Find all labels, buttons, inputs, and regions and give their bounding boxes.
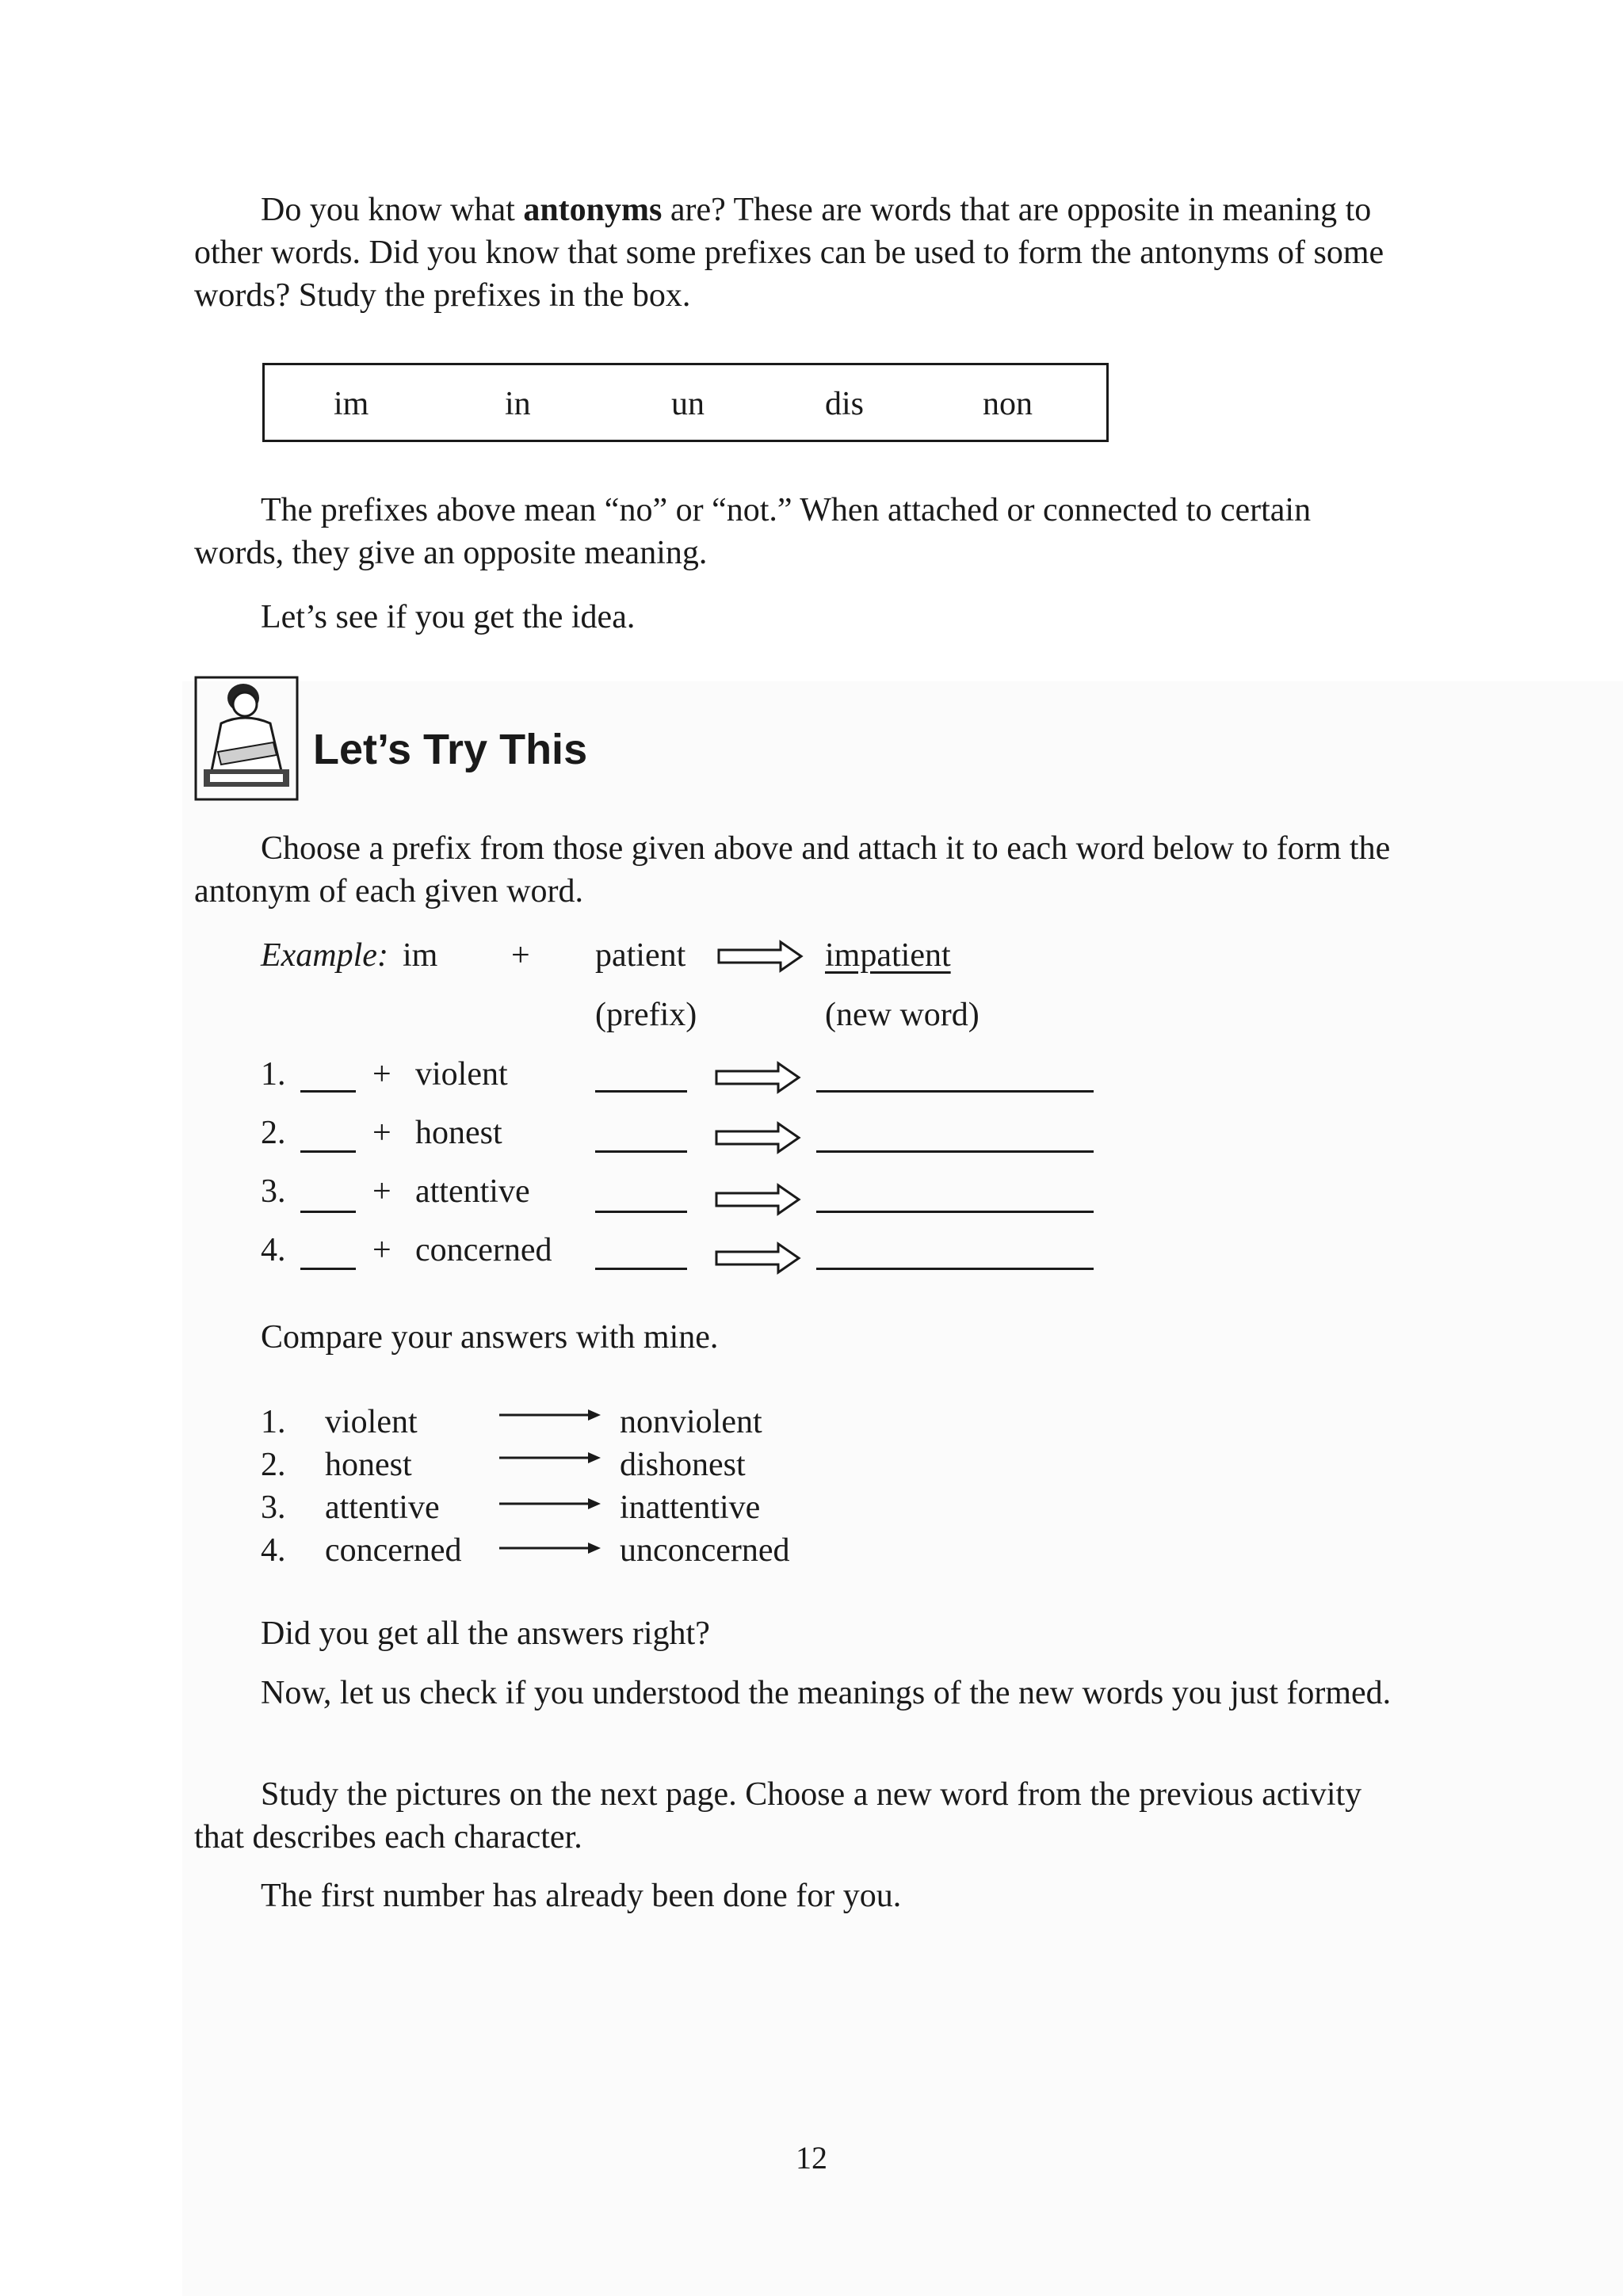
intro-rest: are? These are words that are opposite in meaning to other words. Did you know that some prefixes can be used to form the antonyms of some words? Study the prefixes in the box. <box>194 192 1384 314</box>
prefix-blank[interactable] <box>300 1211 356 1213</box>
first-done-text: The first number has already been done for you. <box>261 1878 902 1914</box>
prefix-im: im <box>334 386 369 422</box>
instruction-paragraph: Choose a prefix from those given above and attach it to each word below to form the antonym of each given word. <box>194 830 1391 910</box>
example-plus: + <box>511 937 530 974</box>
prefix-blank[interactable] <box>300 1150 356 1153</box>
new-word-blank[interactable] <box>816 1150 1094 1153</box>
exercise-number: 2. <box>261 1115 286 1151</box>
prefix-un: un <box>671 386 705 422</box>
exercise-word: honest <box>415 1115 502 1151</box>
right-arrow-icon <box>499 1496 601 1512</box>
intro-paragraph <box>194 189 1407 317</box>
exercise-plus: + <box>372 1056 391 1093</box>
intro-lead: Do you know what <box>261 192 524 228</box>
antonyms-term: antonyms <box>523 192 663 228</box>
exercise-plus: + <box>372 1173 391 1210</box>
arrow-icon <box>713 1182 802 1217</box>
answer-number: 4. <box>261 1532 286 1569</box>
compare-text: Compare your answers with mine. <box>261 1319 719 1356</box>
example-prefix-caption: (prefix) <box>595 997 697 1033</box>
prefix-blank[interactable] <box>300 1090 356 1093</box>
example-result: impatient <box>825 937 951 974</box>
did-you-text: Did you get all the answers right? <box>261 1615 710 1652</box>
answer-word: honest <box>325 1447 412 1483</box>
exercise-plus: + <box>372 1115 391 1151</box>
answer-word: violent <box>325 1404 418 1440</box>
prefix-box <box>262 363 1109 442</box>
exercise-word: attentive <box>415 1173 530 1210</box>
prefix-copy-blank[interactable] <box>595 1268 687 1270</box>
arrow-icon <box>713 1241 802 1276</box>
prefix-in: in <box>505 386 531 422</box>
new-word-blank[interactable] <box>816 1268 1094 1270</box>
answer-number: 1. <box>261 1404 286 1440</box>
answer-result: unconcerned <box>620 1532 790 1569</box>
prefix-non: non <box>983 386 1033 422</box>
right-arrow-icon <box>499 1540 601 1556</box>
new-word-blank[interactable] <box>816 1090 1094 1093</box>
right-arrow-icon <box>499 1450 601 1466</box>
new-word-blank[interactable] <box>816 1211 1094 1213</box>
answer-result: nonviolent <box>620 1404 762 1440</box>
prefix-copy-blank[interactable] <box>595 1211 687 1213</box>
exercise-number: 3. <box>261 1173 286 1210</box>
prefix-blank[interactable] <box>300 1268 356 1270</box>
answer-word: attentive <box>325 1489 440 1526</box>
example-result-caption: (new word) <box>825 997 980 1033</box>
exercise-number: 4. <box>261 1232 286 1268</box>
example-label: Example: <box>261 937 388 974</box>
example-prefix: im <box>403 937 438 974</box>
answer-result: dishonest <box>620 1447 746 1483</box>
right-arrow-icon <box>499 1407 601 1423</box>
answer-result: inattentive <box>620 1489 761 1526</box>
prefix-copy-blank[interactable] <box>595 1150 687 1153</box>
prefix-copy-blank[interactable] <box>595 1090 687 1093</box>
exercise-word: concerned <box>415 1232 552 1268</box>
prefix-dis: dis <box>825 386 865 422</box>
check-meanings-paragraph: Now, let us check if you understood the meanings of the new words you just formed. <box>261 1675 1392 1711</box>
answer-number: 2. <box>261 1447 286 1483</box>
example-arrow-icon <box>716 939 804 974</box>
arrow-icon <box>713 1120 802 1155</box>
exercise-plus: + <box>372 1232 391 1268</box>
lets-see-text: Let’s see if you get the idea. <box>261 599 636 635</box>
answer-number: 3. <box>261 1489 286 1526</box>
answer-word: concerned <box>325 1532 462 1569</box>
arrow-icon <box>713 1060 802 1095</box>
student-reading-icon <box>194 676 299 801</box>
exercise-number: 1. <box>261 1056 286 1093</box>
exercise-word: violent <box>415 1056 508 1093</box>
example-word: patient <box>595 937 686 974</box>
section-heading: Let’s Try This <box>313 726 588 773</box>
study-pictures-paragraph: Study the pictures on the next page. Choose a new word from the previous activity that describes each character. <box>194 1776 1362 1855</box>
prefix-meaning-paragraph: The prefixes above mean “no” or “not.” When attached or connected to certain words, they give an opposite meaning. <box>194 492 1312 571</box>
page-number: 12 <box>796 2140 827 2176</box>
